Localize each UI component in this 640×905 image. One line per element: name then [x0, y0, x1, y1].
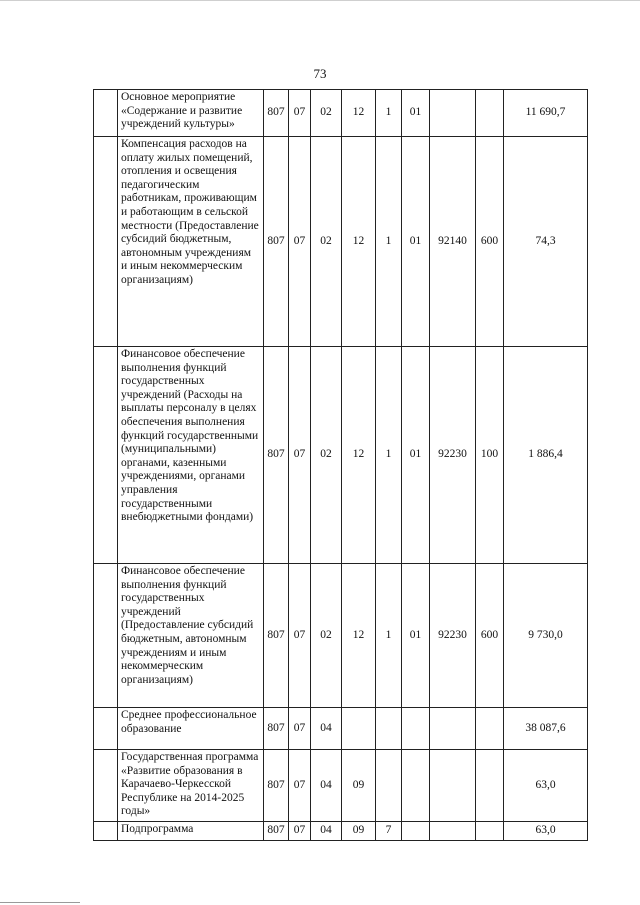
ministry-code-cell: 807: [264, 90, 289, 137]
subsection-code-cell: 04: [311, 708, 342, 750]
direction-code-cell: [430, 708, 476, 750]
event-code-cell: [402, 822, 430, 841]
ministry-code-cell: 807: [264, 347, 289, 564]
amount-cell: 9 730,0: [504, 564, 588, 708]
program-code-cell: 09: [342, 822, 376, 841]
ministry-code-cell: 807: [264, 137, 289, 347]
table-row: [94, 564, 588, 708]
amount-cell: 38 087,6: [504, 708, 588, 750]
section-code-cell: 07: [289, 708, 311, 750]
event-code-cell: 01: [402, 564, 430, 708]
program-code-cell: 12: [342, 90, 376, 137]
event-code-cell: 01: [402, 347, 430, 564]
subprogram-code-cell: 7: [376, 822, 402, 841]
direction-code-cell: 92140: [430, 137, 476, 347]
program-code-cell: 12: [342, 564, 376, 708]
row-number-cell: [94, 137, 118, 347]
row-name-cell: Подпрограмма: [118, 822, 264, 841]
subprogram-code-cell: [376, 750, 402, 822]
amount-cell: 11 690,7: [504, 90, 588, 137]
section-code-cell: 07: [289, 347, 311, 564]
scan-edge-top: [0, 0, 640, 1]
expense-type-code-cell: 600: [476, 137, 504, 347]
subprogram-code-cell: [376, 708, 402, 750]
expense-type-code-cell: 600: [476, 564, 504, 708]
amount-cell: 63,0: [504, 822, 588, 841]
ministry-code-cell: 807: [264, 750, 289, 822]
direction-code-cell: 92230: [430, 564, 476, 708]
amount-cell: 1 886,4: [504, 347, 588, 564]
direction-code-cell: 92230: [430, 347, 476, 564]
subsection-code-cell: 04: [311, 822, 342, 841]
row-number-cell: [94, 822, 118, 841]
table-row: [94, 137, 588, 347]
scan-edge-bottom: [0, 902, 80, 903]
subprogram-code-cell: 1: [376, 564, 402, 708]
expense-type-code-cell: [476, 822, 504, 841]
row-name-cell: Финансовое обеспечение выполнения функций государственных учреждений (Расходы на выплаты персоналу в целях обеспечения выполнения функций государственными (муниципальными) органами, казенными учреждениями, органами управления государственными внебюджетными фондами): [118, 347, 264, 564]
program-code-cell: 09: [342, 750, 376, 822]
program-code-cell: 12: [342, 137, 376, 347]
subsection-code-cell: 02: [311, 564, 342, 708]
subsection-code-cell: 04: [311, 750, 342, 822]
direction-code-cell: [430, 822, 476, 841]
event-code-cell: [402, 708, 430, 750]
expense-type-code-cell: [476, 90, 504, 137]
subprogram-code-cell: 1: [376, 90, 402, 137]
ministry-code-cell: 807: [264, 708, 289, 750]
row-number-cell: [94, 708, 118, 750]
row-number-cell: [94, 90, 118, 137]
expense-type-code-cell: 100: [476, 347, 504, 564]
subprogram-code-cell: 1: [376, 347, 402, 564]
table-row: [94, 822, 588, 841]
event-code-cell: 01: [402, 137, 430, 347]
row-name-cell: Основное мероприятие «Содержание и развитие учреждений культуры»: [118, 90, 264, 137]
ministry-code-cell: 807: [264, 822, 289, 841]
direction-code-cell: [430, 750, 476, 822]
row-name-cell: Среднее профессиональное образование: [118, 708, 264, 750]
table-row: [94, 347, 588, 564]
amount-cell: 74,3: [504, 137, 588, 347]
page-number: 73: [313, 66, 327, 81]
amount-cell: 63,0: [504, 750, 588, 822]
event-code-cell: 01: [402, 90, 430, 137]
table-row: [94, 708, 588, 750]
ministry-code-cell: 807: [264, 564, 289, 708]
section-code-cell: 07: [289, 822, 311, 841]
section-code-cell: 07: [289, 564, 311, 708]
program-code-cell: [342, 708, 376, 750]
subsection-code-cell: 02: [311, 347, 342, 564]
row-name-cell: Финансовое обеспечение выполнения функций государственных учреждений (Предоставление субсидий бюджетным, автономным учреждениям и иным некоммерческим организациям): [118, 564, 264, 708]
direction-code-cell: [430, 90, 476, 137]
row-number-cell: [94, 347, 118, 564]
row-name-cell: Компенсация расходов на оплату жилых помещений, отопления и освещения педагогическим работникам, проживающим и работающим в сельской местности (Предоставление субсидий бюджетным, автономным учреждениям и иным некоммерческим организациям): [118, 137, 264, 347]
row-number-cell: [94, 750, 118, 822]
row-number-cell: [94, 564, 118, 708]
section-code-cell: 07: [289, 90, 311, 137]
event-code-cell: [402, 750, 430, 822]
budget-table: [93, 89, 588, 841]
subsection-code-cell: 02: [311, 137, 342, 347]
program-code-cell: 12: [342, 347, 376, 564]
subprogram-code-cell: 1: [376, 137, 402, 347]
row-name-cell: Государственная программа «Развитие образования в Карачаево-Черкесской Республике на 2014-2025 годы»: [118, 750, 264, 822]
table-row: [94, 750, 588, 822]
table-row: [94, 90, 588, 137]
expense-type-code-cell: [476, 750, 504, 822]
section-code-cell: 07: [289, 750, 311, 822]
expense-type-code-cell: [476, 708, 504, 750]
table-body: [94, 90, 588, 841]
subsection-code-cell: 02: [311, 90, 342, 137]
section-code-cell: 07: [289, 137, 311, 347]
